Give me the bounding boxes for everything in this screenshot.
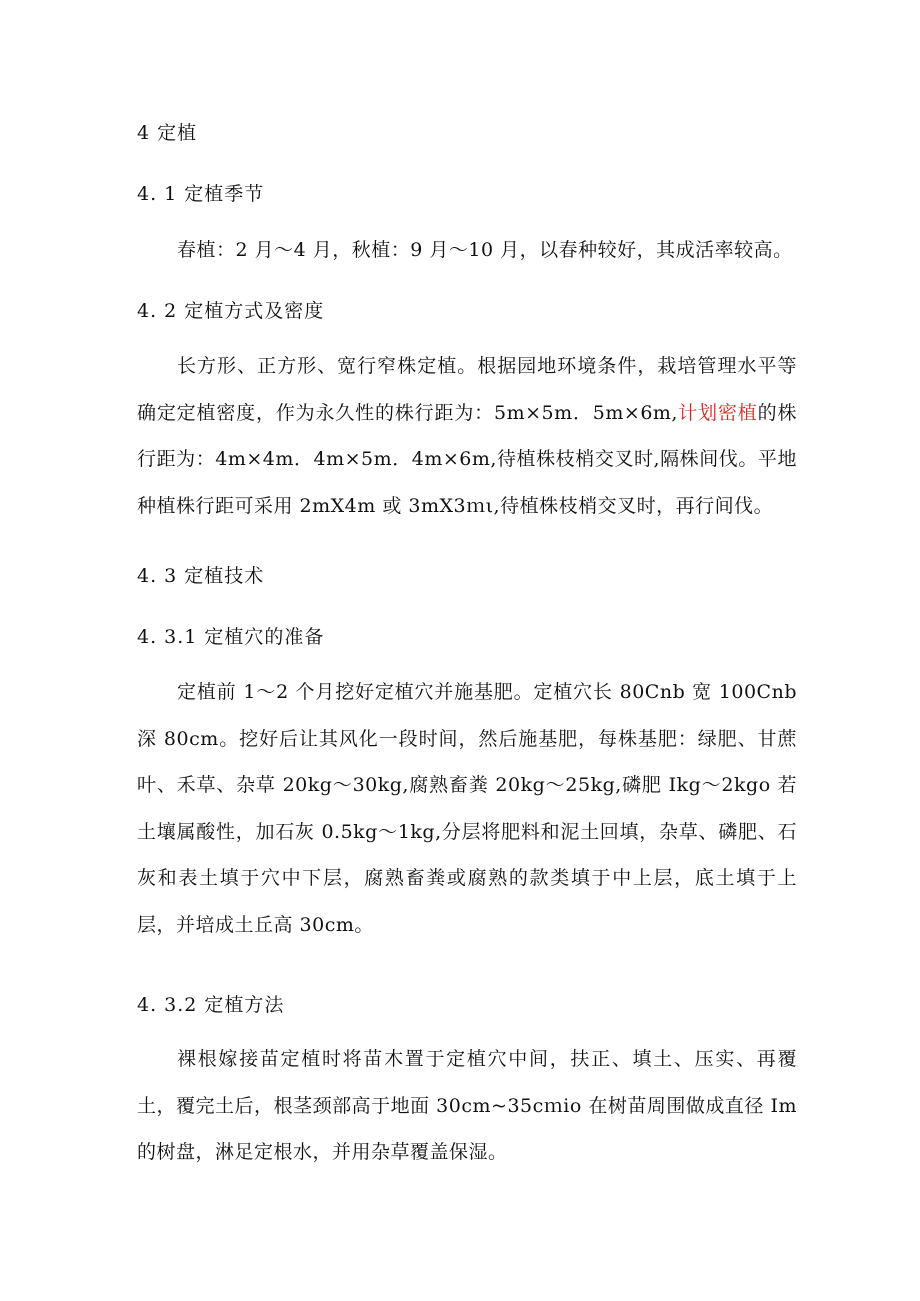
paragraph-planting-season: 春植：2 月～4 月，秋植：9 月～10 月，以春种较好，其成活率较高。	[177, 239, 793, 261]
section-heading-4-3-1: 4. 3.1 定植穴的准备	[137, 626, 325, 648]
paragraph-planting-method: 裸根嫁接苗定植时将苗木置于定植穴中间，扶正、填土、压实、再覆土，覆完土后，根茎颈部高于地面 30cm~35cｍio 在树苗周围做成直径 Im 的树盘，淋足定根水，并用杂草覆盖保湿。	[137, 1048, 797, 1163]
density-text-part1: 长方形、正方形、宽行窄株定植。根据园地环境条件，栽培管理水平等确定定植密度，作为永久性的株行距为：5m×5m．5m×6m,	[137, 355, 797, 424]
section-heading-4-1: 4. 1 定植季节	[137, 183, 265, 205]
planned-dense-planting-highlight: 计划密植	[677, 401, 758, 424]
section-heading-4-3-2: 4. 3.2 定植方法	[137, 994, 285, 1016]
section-heading-4: 4 定植	[137, 122, 198, 144]
density-text-part2: 的株行距为：4m×4m．4m×5m．4m×6m,待植株枝梢交叉时,隔株间伐。平地种植株行距可采用 2mX4m 或 3mX3ｍι,待植株枝梢交叉时，再行间伐。	[137, 401, 797, 517]
section-heading-4-3: 4. 3 定植技术	[137, 565, 265, 587]
paragraph-hole-preparation: 定植前 1～2 个月挖好定植穴并施基肥。定植穴长 80Cnb 宽 100Cnb 深 80cm。挖好后让其风化一段时间，然后施基肥，每株基肥：绿肥、甘蔗叶、禾草、杂草 20kg～30kg,腐熟畜粪 20kg～25kg,磷肥 Ikg～2kgo 若土壤属酸性，加石灰 0.5kg～1kg,分层将肥料和泥土回填，杂草、磷肥、石灰和表土填于穴中下层，腐熟畜粪或腐熟的款类填于中上层，底土填于上层，并培成土丘高 30cm。	[137, 681, 797, 936]
paragraph-planting-density	[137, 343, 797, 529]
section-heading-4-2: 4. 2 定植方式及密度	[137, 300, 325, 322]
